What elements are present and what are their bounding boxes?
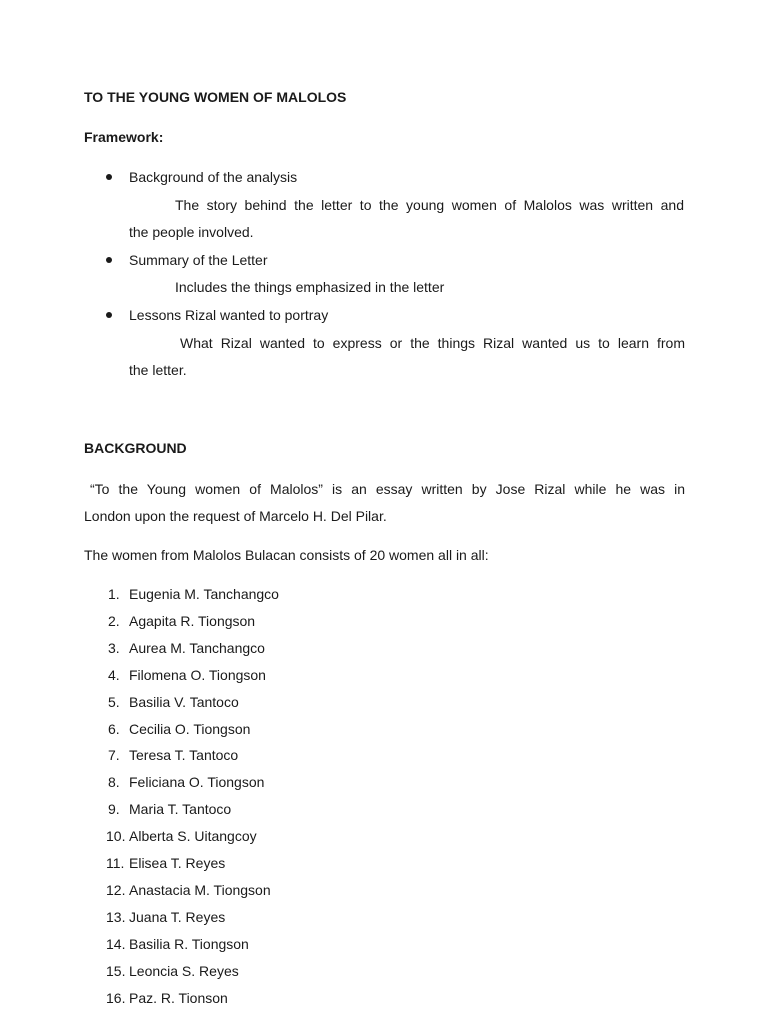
bullet-icon	[106, 312, 112, 318]
framework-item-1-label: Background of the analysis	[129, 169, 298, 185]
list-item-number: 11.	[106, 855, 125, 871]
list-item-number: 10.	[106, 828, 126, 844]
background-paragraph-line2: London upon the request of Marcelo H. Del Pilar.	[84, 508, 387, 524]
framework-item-3-label: Lessons Rizal wanted to portray	[129, 307, 329, 323]
framework-item-2-description: Includes the things emphasized in the letter	[175, 279, 445, 295]
list-item-number: 5.	[108, 694, 120, 710]
list-item-name: Basilia V. Tantoco	[129, 694, 239, 710]
list-item-name: Anastacia M. Tiongson	[129, 882, 271, 898]
framework-heading: Framework:	[84, 129, 164, 145]
list-item-number: 16.	[106, 990, 126, 1006]
list-item-name: Basilia R. Tiongson	[129, 936, 249, 952]
women-intro: The women from Malolos Bulacan consists of 20 women all in all:	[84, 547, 489, 563]
bullet-icon	[106, 257, 112, 263]
list-item-number: 14.	[106, 936, 126, 952]
list-item-name: Filomena O. Tiongson	[129, 667, 266, 683]
list-item-name: Aurea M. Tanchangco	[129, 640, 265, 656]
list-item-number: 2.	[108, 613, 120, 629]
list-item-name: Eugenia M. Tanchangco	[129, 586, 279, 602]
list-item-name: Juana T. Reyes	[129, 909, 226, 925]
list-item-name: Feliciana O. Tiongson	[129, 774, 265, 790]
list-item-name: Agapita R. Tiongson	[129, 613, 256, 629]
list-item-number: 6.	[108, 721, 120, 737]
list-item-number: 12.	[106, 882, 126, 898]
framework-item-3-description-line2: the letter.	[129, 362, 187, 378]
framework-item-3-description-line1: What Rizal wanted to express or the things Rizal wanted us to learn from	[180, 335, 685, 351]
list-item-name: Elisea T. Reyes	[129, 855, 226, 871]
background-heading: BACKGROUND	[84, 440, 187, 456]
bullet-icon	[106, 174, 112, 180]
background-paragraph-line1: “To the Young women of Malolos” is an essay written by Jose Rizal while he was in	[90, 481, 685, 497]
list-item-number: 15.	[106, 963, 126, 979]
list-item-name: Paz. R. Tionson	[129, 990, 228, 1006]
list-item-name: Teresa T. Tantoco	[129, 747, 239, 763]
list-item-number: 9.	[108, 801, 120, 817]
framework-item-1-description-line1: The story behind the letter to the young women of Malolos was written and	[175, 197, 684, 213]
framework-item-1-description-line2: the people involved.	[129, 224, 254, 240]
list-item-number: 13.	[106, 909, 126, 925]
list-item-name: Leoncia S. Reyes	[129, 963, 239, 979]
list-item-number: 7.	[108, 747, 120, 763]
document-title: TO THE YOUNG WOMEN OF MALOLOS	[84, 89, 347, 105]
list-item-number: 4.	[108, 667, 120, 683]
list-item-number: 3.	[108, 640, 120, 656]
framework-item-2-label: Summary of the Letter	[129, 252, 268, 268]
list-item-number: 1.	[108, 586, 120, 602]
list-item-name: Alberta S. Uitangcoy	[129, 828, 257, 844]
list-item-name: Maria T. Tantoco	[129, 801, 232, 817]
list-item-name: Cecilia O. Tiongson	[129, 721, 251, 737]
list-item-number: 8.	[108, 774, 120, 790]
